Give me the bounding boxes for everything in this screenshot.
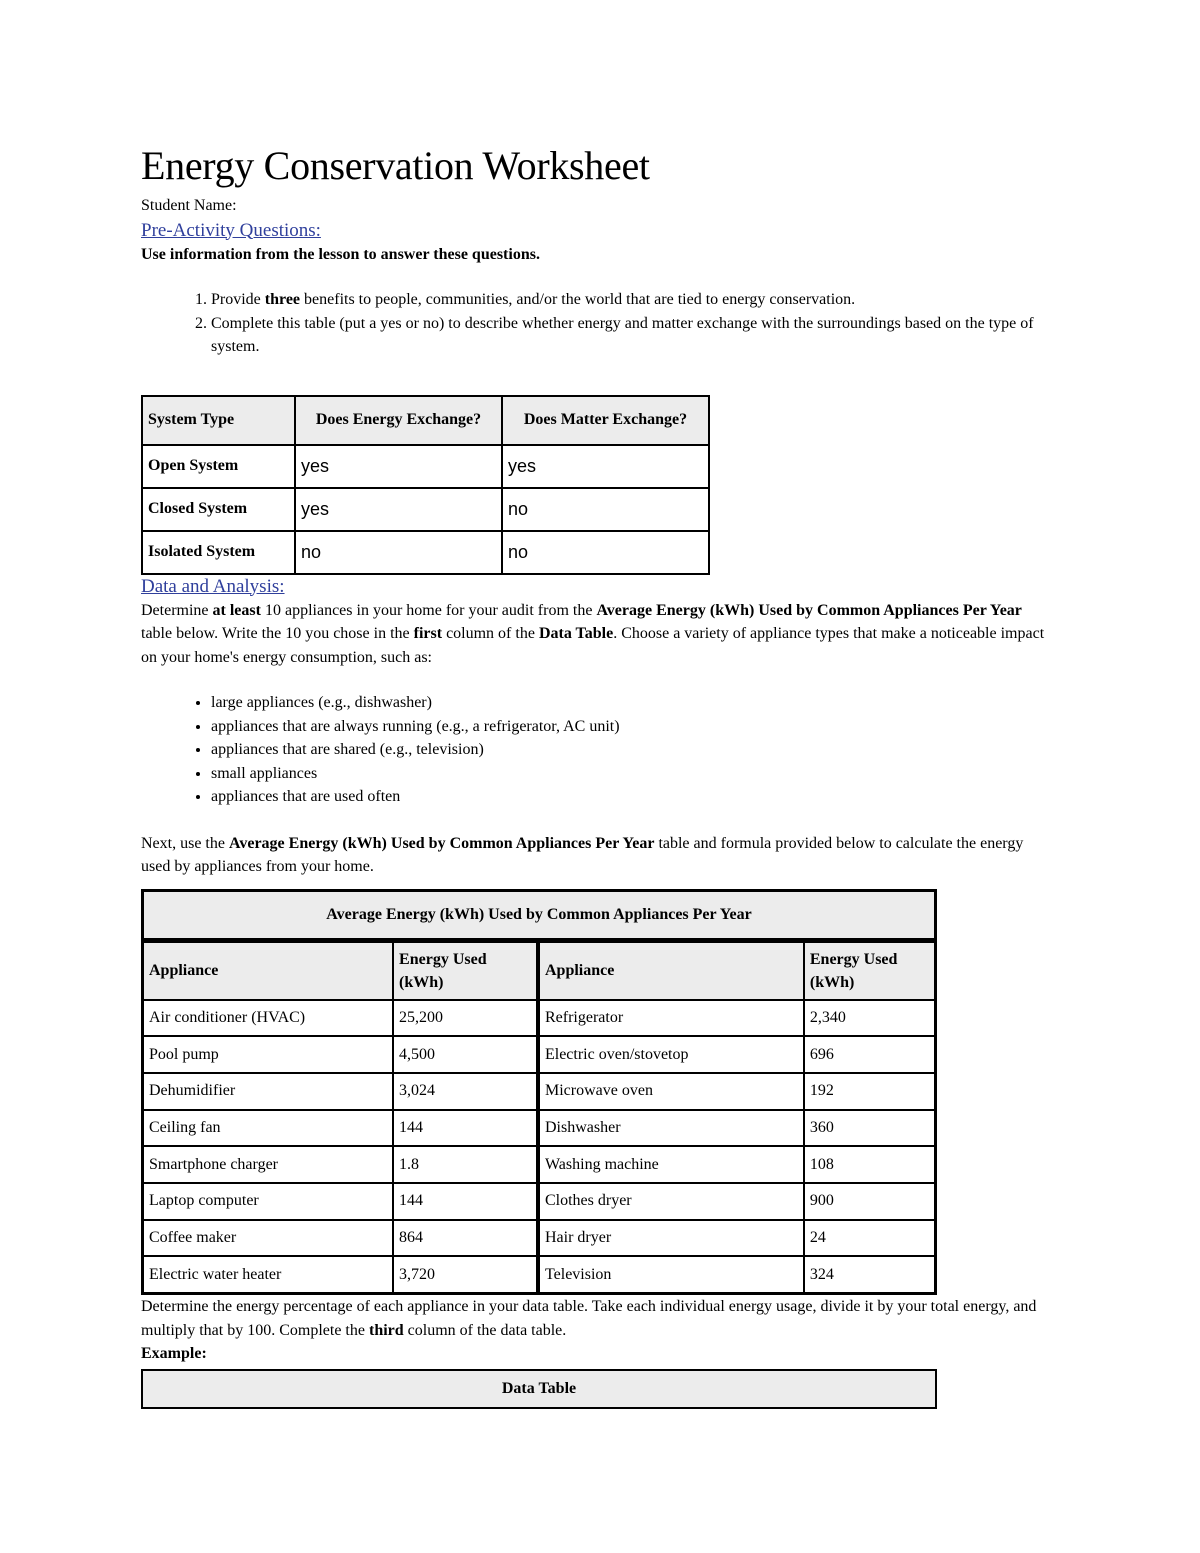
matter-exchange-cell[interactable]: no	[502, 488, 709, 531]
appliance-cell: Television	[538, 1256, 804, 1293]
system-type-cell: Isolated System	[142, 531, 295, 574]
average-energy-table	[141, 889, 937, 1296]
energy-cell: 24	[804, 1220, 936, 1257]
appliance-cell: Washing machine	[538, 1146, 804, 1183]
appliance-cell: Clothes dryer	[538, 1183, 804, 1220]
system-type-cell: Open System	[142, 445, 295, 488]
energy-cell: 2,340	[804, 1000, 936, 1037]
energy-exchange-cell[interactable]: no	[295, 531, 502, 574]
question-1: 1. Provide three benefits to people, communities, and/or the world that are tied to energy conservation.	[211, 288, 1051, 312]
table-row	[143, 1073, 936, 1110]
table-row	[143, 1036, 936, 1073]
system-type-cell: Closed System	[142, 488, 295, 531]
list-item: • small appliances	[211, 762, 1051, 786]
next-step-paragraph: Next, use the Average Energy (kWh) Used by Common Appliances Per Year table and formula provided below to calculate the energy used by appliances from your home.	[141, 834, 1024, 875]
table-row	[143, 1220, 936, 1257]
data-analysis-heading: Data and Analysis:	[141, 575, 285, 597]
appliance-cell: Hair dryer	[538, 1220, 804, 1257]
data-table	[141, 1369, 937, 1409]
appliance-cell: Refrigerator	[538, 1000, 804, 1037]
appliance-cell: Pool pump	[143, 1036, 394, 1073]
appliance-cell: Smartphone charger	[143, 1146, 394, 1183]
table-row	[142, 531, 709, 574]
question-2: 2. Complete this table (put a yes or no) to describe whether energy and matter exchange with the surroundings based on the type of system.	[211, 312, 1051, 359]
energy-exchange-cell[interactable]: yes	[295, 445, 502, 488]
appliance-cell: Electric water heater	[143, 1256, 394, 1293]
energy-cell: 25,200	[393, 1000, 538, 1037]
appliance-cell: Air conditioner (HVAC)	[143, 1000, 394, 1037]
system-type-header: System Type	[142, 396, 295, 445]
page-title: Energy Conservation Worksheet	[141, 143, 650, 188]
energy-cell: 324	[804, 1256, 936, 1293]
energy-cell: 4,500	[393, 1036, 538, 1073]
table-row	[143, 1183, 936, 1220]
energy-cell: 144	[393, 1183, 538, 1220]
system-type-table	[141, 395, 710, 575]
appliance-cell: Dehumidifier	[143, 1073, 394, 1110]
appliance-cell: Coffee maker	[143, 1220, 394, 1257]
data-analysis-paragraph: Determine at least 10 appliances in your home for your audit from the Average Energy (kWh) Used by Common Appliances Per Year table below. Write the 10 you chose in the first column of the Data Table. Choose a variety of appliance types that make a noticeable impact on your home's energy consumption, such as:	[141, 601, 1045, 666]
appliance-cell: Electric oven/stovetop	[538, 1036, 804, 1073]
energy-cell: 108	[804, 1146, 936, 1183]
list-item: • large appliances (e.g., dishwasher)	[211, 691, 1051, 715]
example-label: Example:	[141, 1345, 207, 1362]
energy-cell: 3,024	[393, 1073, 538, 1110]
list-item: • appliances that are shared (e.g., television)	[211, 738, 1051, 762]
appliance-cell: Ceiling fan	[143, 1110, 394, 1147]
table-row	[143, 1110, 936, 1147]
appliance-cell: Microwave oven	[538, 1073, 804, 1110]
energy-used-header: Energy Used (kWh)	[393, 940, 538, 1000]
table-row	[142, 488, 709, 531]
appliance-type-list	[141, 691, 1051, 809]
table-row	[143, 1000, 936, 1037]
student-name-label: Student Name:	[141, 197, 237, 214]
energy-used-header: Energy Used (kWh)	[804, 940, 936, 1000]
energy-cell: 192	[804, 1073, 936, 1110]
energy-cell: 144	[393, 1110, 538, 1147]
appliance-header: Appliance	[538, 940, 804, 1000]
data-table-caption: Data Table	[142, 1370, 936, 1408]
energy-cell: 3,720	[393, 1256, 538, 1293]
worksheet-page	[141, 140, 1051, 1409]
list-item: • appliances that are used often	[211, 785, 1051, 809]
energy-cell: 864	[393, 1220, 538, 1257]
appliance-header: Appliance	[143, 940, 394, 1000]
energy-exchange-cell[interactable]: yes	[295, 488, 502, 531]
appliance-cell: Laptop computer	[143, 1183, 394, 1220]
energy-cell: 1.8	[393, 1146, 538, 1183]
table-row	[142, 445, 709, 488]
energy-cell: 696	[804, 1036, 936, 1073]
pre-activity-instruction: Use information from the lesson to answer these questions.	[141, 245, 540, 263]
pre-activity-heading: Pre-Activity Questions:	[141, 219, 321, 241]
average-energy-table-caption: Average Energy (kWh) Used by Common Appliances Per Year	[143, 890, 936, 940]
appliance-cell: Dishwasher	[538, 1110, 804, 1147]
list-item: • appliances that are always running (e.g., a refrigerator, AC unit)	[211, 715, 1051, 739]
percentage-paragraph: Determine the energy percentage of each appliance in your data table. Take each individual energy usage, divide it by your total energy, and multiply that by 100. Complete the third column of the data table.	[141, 1298, 1037, 1339]
energy-cell: 360	[804, 1110, 936, 1147]
table-row	[143, 1146, 936, 1183]
question-list	[141, 288, 1051, 359]
energy-cell: 900	[804, 1183, 936, 1220]
matter-exchange-cell[interactable]: no	[502, 531, 709, 574]
matter-exchange-cell[interactable]: yes	[502, 445, 709, 488]
energy-exchange-header: Does Energy Exchange?	[295, 396, 502, 445]
table-row	[143, 1256, 936, 1293]
matter-exchange-header: Does Matter Exchange?	[502, 396, 709, 445]
